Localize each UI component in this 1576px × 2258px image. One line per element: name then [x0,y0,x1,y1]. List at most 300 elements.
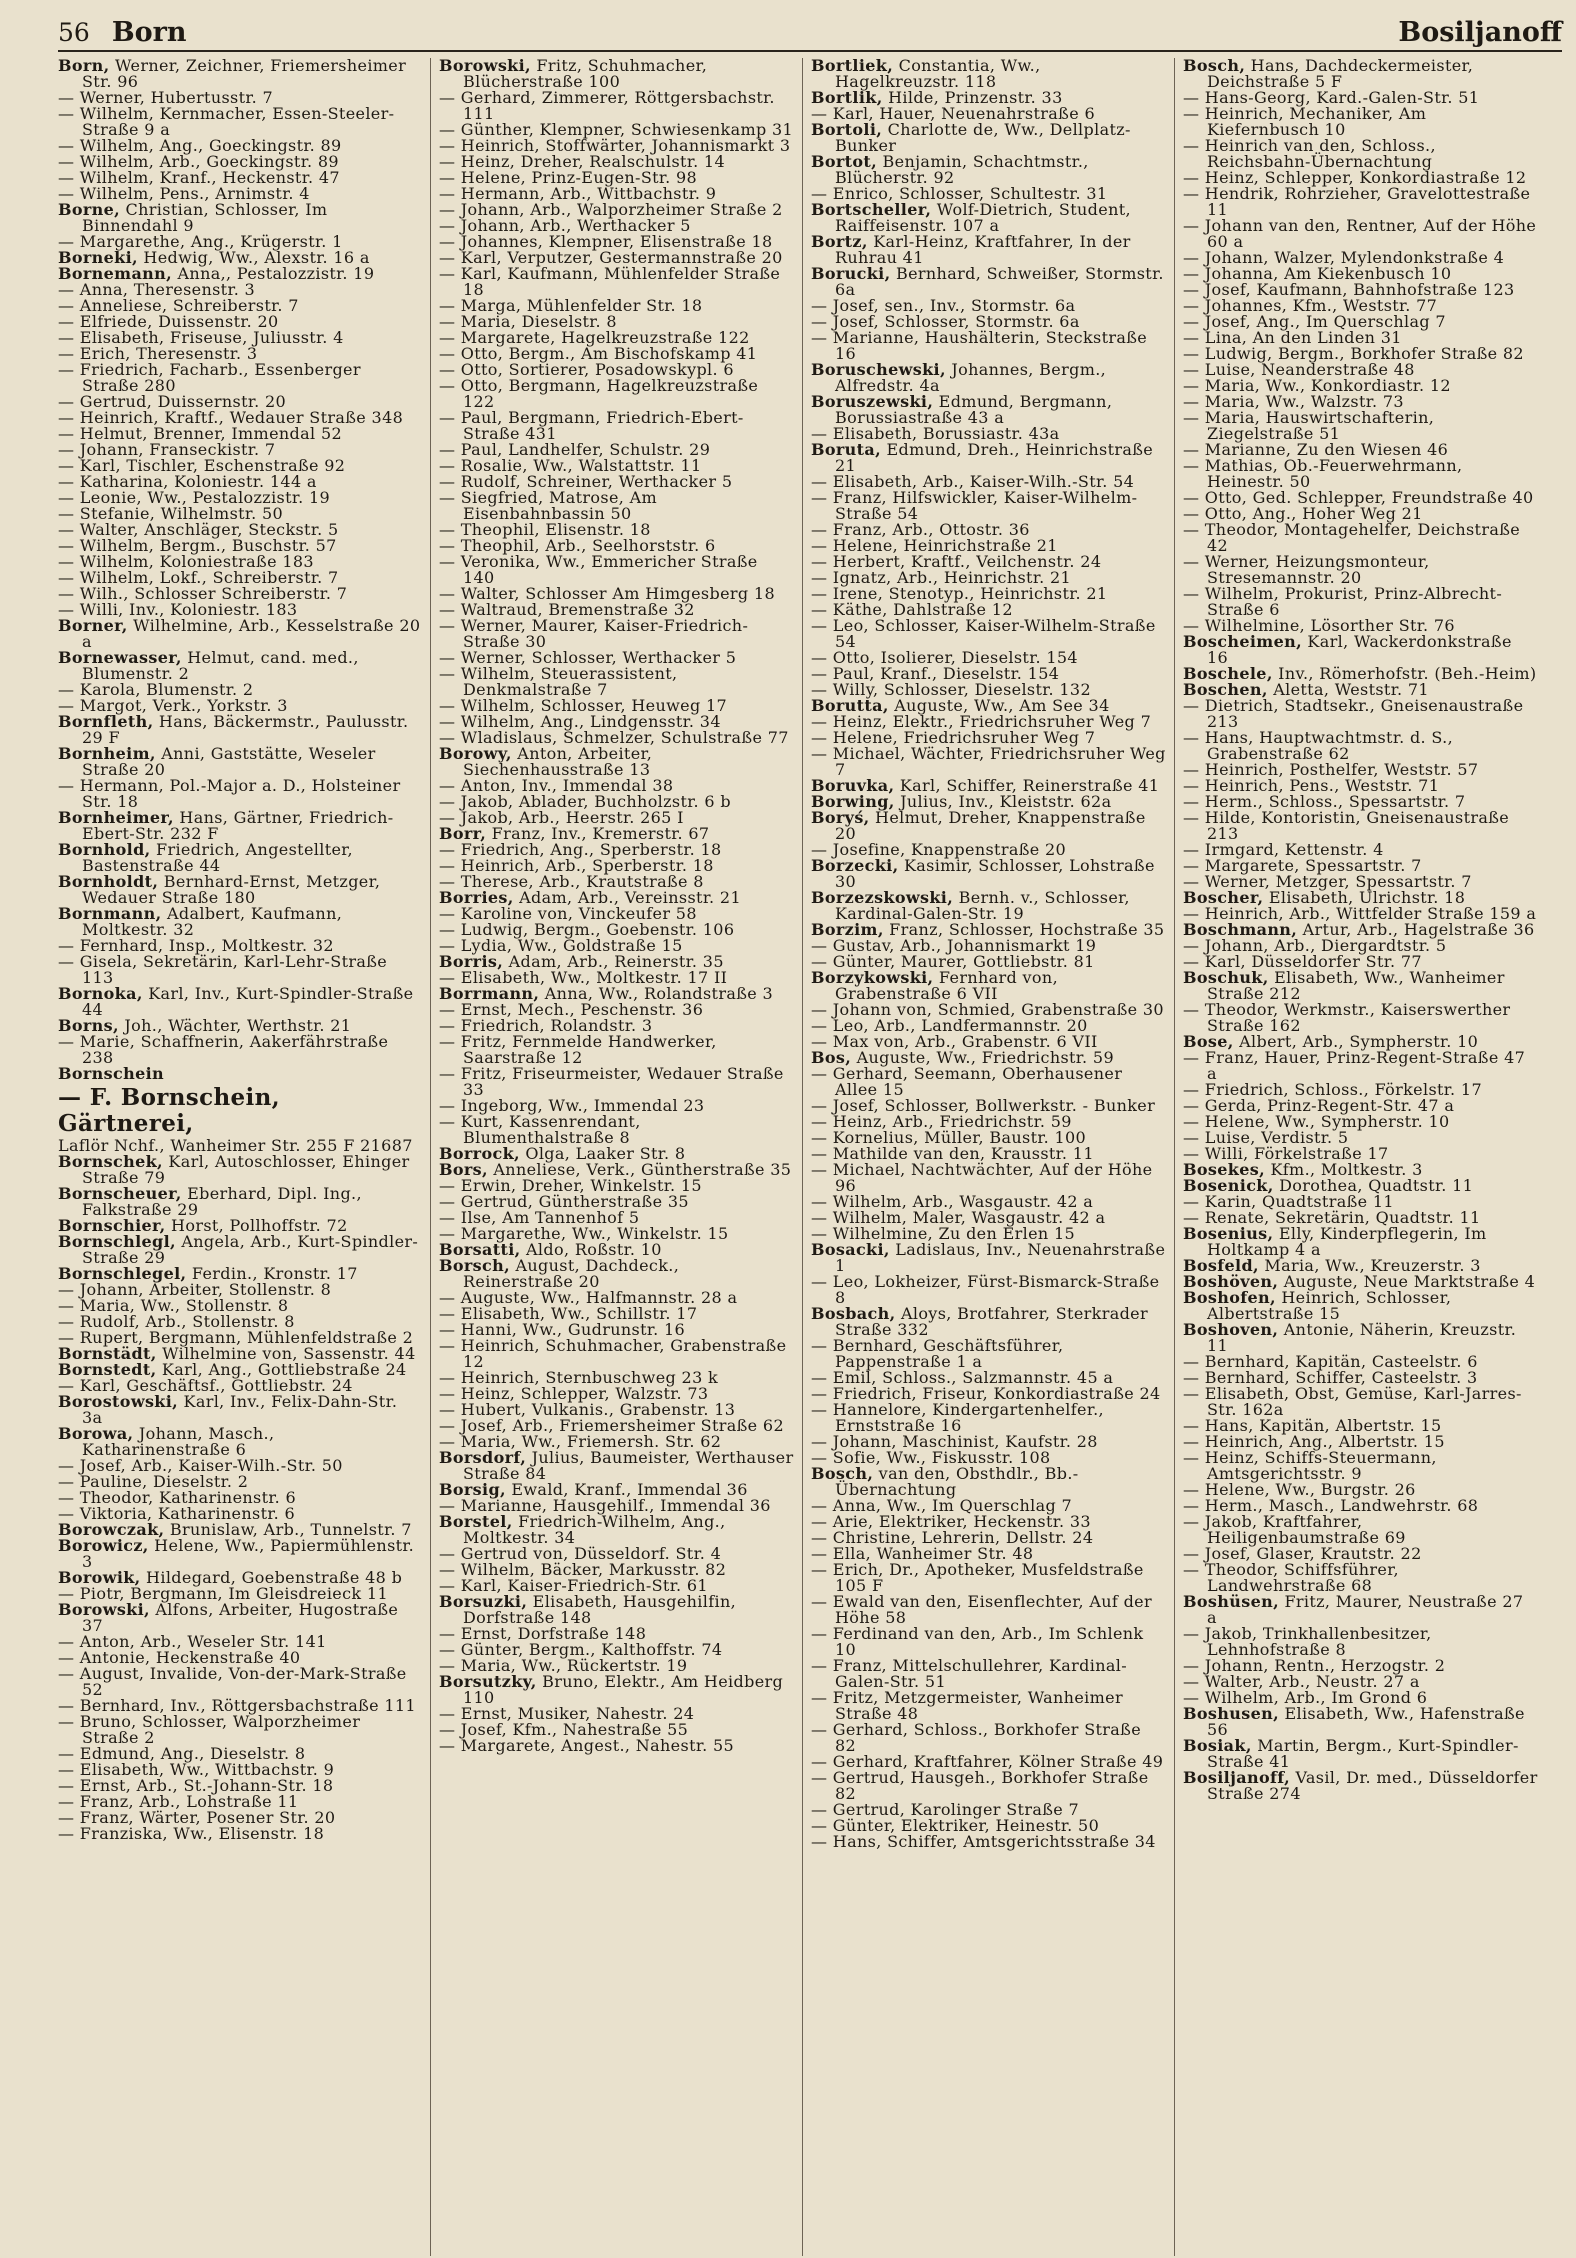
directory-entry: — Franz, Wärter, Posener Str. 20 [58,1808,336,1827]
directory-entry: Bornoka, Karl, Inv., Kurt-Spindler-Straße 44 [58,984,414,1019]
directory-entry: — Friedrich, Ang., Sperberstr. 18 [439,840,722,859]
directory-entry: Bornheimer, Hans, Gärtner, Friedrich-Ebert-Str. 232 F [58,808,394,843]
directory-entry: Borzim, Franz, Schlosser, Hochstraße 35 [811,920,1165,939]
directory-entry: Bornschier, Horst, Pollhoffstr. 72 [58,1216,348,1235]
directory-entry: — Theophil, Elisenstr. 18 [439,520,651,539]
directory-entry: Borsdorf, Julius, Baumeister, Werthauser Straße 84 [439,1448,794,1483]
directory-entry: — Friedrich, Friseur, Konkordiastraße 24 [811,1384,1161,1403]
directory-entry: — Karola, Blumenstr. 2 [58,680,254,699]
directory-entry: — Heinz, Schlepper, Konkordiastraße 12 [1183,168,1527,187]
directory-entry: — Herbert, Kraftf., Veilchenstr. 24 [811,552,1102,571]
directory-entry: — Bruno, Schlosser, Walporzheimer Straße 2 [58,1712,361,1747]
directory-entry: — Günther, Klempner, Schwiesenkamp 31 [439,120,794,139]
directory-entry: Boshofen, Heinrich, Schlosser, Albertstraße 15 [1183,1288,1452,1323]
directory-entry: Bortz, Karl-Heinz, Kraftfahrer, In der Ruhrau 41 [811,232,1131,267]
directory-entry: Bornmann, Adalbert, Kaufmann, Moltkestr. 32 [58,904,343,939]
directory-entry: — Maria, Ww., Rückertstr. 19 [439,1656,688,1675]
directory-entry: — Gerhard, Seemann, Oberhausener Allee 15 [811,1064,1123,1099]
directory-entry: — Rosalie, Ww., Walstattstr. 11 [439,456,702,475]
directory-entry: Boruschewski, Johannes, Bergm., Alfredstr. 4a [811,360,1107,395]
directory-entry: — Josef, Arb., Friemersheimer Straße 62 [439,1416,784,1435]
directory-entry: Borowik, Hildegard, Goebenstraße 48 b [58,1568,403,1587]
directory-entry: Bors, Anneliese, Verk., Güntherstraße 35 [439,1160,792,1179]
directory-entry: — Margarete, Hagelkreuzstraße 122 [439,328,750,347]
directory-entry: Borsch, August, Dachdeck., Reinerstraße 20 [439,1256,680,1291]
directory-entry: — Elisabeth, Ww., Wittbachstr. 9 [58,1760,335,1779]
directory-entry: — Elisabeth, Ww., Schillstr. 17 [439,1304,698,1323]
directory-entry: — Maria, Ww., Konkordiastr. 12 [1183,376,1451,395]
directory-entry: Borostowski, Karl, Inv., Felix-Dahn-Str. 3a [58,1392,398,1427]
directory-entry: — Johann van den, Rentner, Auf der Höhe 60 a [1183,216,1537,251]
directory-entry: — Josef, sen., Inv., Stormstr. 6a [811,296,1076,315]
directory-entry: Borns, Joh., Wächter, Werthstr. 21 [58,1016,352,1035]
directory-entry: — Edmund, Ang., Dieselstr. 8 [58,1744,306,1763]
directory-entry: Borowski, Fritz, Schuhmacher, Blücherstraße 100 [439,58,708,91]
directory-entry: — Wilhelmine, Zu den Erlen 15 [811,1224,1076,1243]
directory-entry: — Paul, Landhelfer, Schulstr. 29 [439,440,711,459]
directory-entry: — Karl, Düsseldorfer Str. 77 [1183,952,1422,971]
directory-entry: — Otto, Sortierer, Posadowskypl. 6 [439,360,734,379]
directory-entry: — Wilhelm, Bäcker, Markusstr. 82 [439,1560,727,1579]
directory-entry: — Josef, Glaser, Krautstr. 22 [1183,1544,1422,1563]
directory-entry: — Gertrud von, Düsseldorf. Str. 4 [439,1544,722,1563]
directory-entry: — Margarete, Spessartstr. 7 [1183,856,1422,875]
directory-entry: — Rupert, Bergmann, Mühlenfeldstraße 2 [58,1328,414,1347]
directory-entry: — Helene, Prinz-Eugen-Str. 98 [439,168,698,187]
directory-entry: — Therese, Arb., Krautstraße 8 [439,872,704,891]
directory-entry: — Hans, Schiffer, Amtsgerichtsstraße 34 [811,1832,1156,1851]
directory-entry: Borner, Wilhelmine, Arb., Kesselstraße 20 a [58,616,421,651]
directory-entry: Borzecki, Kasimir, Schlosser, Lohstraße 30 [811,856,1155,891]
directory-entry: — Werner, Schlosser, Werthacker 5 [439,648,737,667]
directory-entry: — Elisabeth, Arb., Kaiser-Wilh.-Str. 54 [811,472,1135,491]
directory-entry: — Arie, Elektriker, Heckenstr. 33 [811,1512,1091,1531]
directory-entry: — Ferdinand van den, Arb., Im Schlenk 10 [811,1624,1144,1659]
directory-entry: — Willi, Förkelstraße 17 [1183,1144,1389,1163]
directory-entry: — Leo, Arb., Landfermannstr. 20 [811,1016,1088,1035]
directory-entry: — Antonie, Heckenstraße 40 [58,1648,301,1667]
directory-entry: — Hans-Georg, Kard.-Galen-Str. 51 [1183,88,1480,107]
directory-entry: — Marga, Mühlenfelder Str. 18 [439,296,703,315]
directory-entry: — Werner, Metzger, Spessartstr. 7 [1183,872,1472,891]
directory-entry: Boshusen, Elisabeth, Ww., Hafenstraße 56 [1183,1704,1525,1739]
directory-entry: — Josefine, Knappenstraße 20 [811,840,1067,859]
directory-entry: — Friedrich, Rolandstr. 3 [439,1016,653,1035]
directory-entry: — Gerhard, Kraftfahrer, Kölner Straße 49 [811,1752,1164,1771]
directory-entry: — Johanna, Am Kiekenbusch 10 [1183,264,1452,283]
directory-entry: — Herm., Schloss., Spessartstr. 7 [1183,792,1466,811]
directory-entry: — Bernhard, Geschäftsführer, Pappenstraße 1 a [811,1336,1064,1371]
directory-entry: Bornemann, Anna,, Pestalozzistr. 19 [58,264,375,283]
directory-entry: Bosch, Hans, Dachdeckermeister, Deichstraße 5 F [1183,58,1474,91]
directory-entry: — Karoline von, Vinckeufer 58 [439,904,697,923]
directory-entry: — Maria, Ww., Stollenstr. 8 [58,1296,289,1315]
directory-entry: Boshüsen, Fritz, Maurer, Neustraße 27 a [1183,1592,1524,1627]
directory-entry: Borowy, Anton, Arbeiter, Siechenhausstraße 13 [439,744,653,779]
directory-entry: — Leo, Lokheizer, Fürst-Bismarck-Straße 8 [811,1272,1160,1307]
directory-entry: — Johann, Franseckistr. 7 [58,440,276,459]
directory-entry: — Karl, Geschäftsf., Gottliebstr. 24 [58,1376,353,1395]
directory-entry: Bornschein [58,1064,165,1083]
directory-entry: — Werner, Maurer, Kaiser-Friedrich-Straße 30 [439,616,749,651]
page-header [58,10,1562,52]
directory-entry: — Piotr, Bergmann, Im Gleisdreieck 11 [58,1584,388,1603]
directory-entry: — Siegfried, Matrose, Am Eisenbahnbassin 50 [439,488,658,523]
directory-entry: — Karl, Kaufmann, Mühlenfelder Straße 18 [439,264,781,299]
directory-entry: — Hermann, Pol.-Major a. D., Holsteiner Str. 18 [58,776,401,811]
directory-entry: — Maria, Dieselstr. 8 [439,312,617,331]
directory-entry: Borrmann, Anna, Ww., Rolandstraße 3 [439,984,774,1003]
directory-entry: Boruta, Edmund, Dreh., Heinrichstraße 21 [811,440,1154,475]
directory-entry: — Hanni, Ww., Gudrunstr. 16 [439,1320,686,1339]
directory-entry: — Wilhelm, Arb., Wasgaustr. 42 a [811,1192,1094,1211]
directory-entry: — Käthe, Dahlstraße 12 [811,600,1013,619]
directory-entry: Boshoven, Antonie, Näherin, Kreuzstr. 11 [1183,1320,1517,1355]
directory-entry: Bosekes, Kfm., Moltkestr. 3 [1183,1160,1423,1179]
directory-entry: — Viktoria, Katharinenstr. 6 [58,1504,296,1523]
directory-entry: Boschele, Inv., Römerhofstr. (Beh.-Heim) [1183,664,1537,683]
directory-entry: — Hans, Hauptwachtmstr. d. S., Grabenstraße 62 [1183,728,1454,763]
directory-entry: Bose, Albert, Arb., Sympherstr. 10 [1183,1032,1479,1051]
directory-entry: Borsatti, Aldo, Roßstr. 10 [439,1240,662,1259]
directory-entry: Boruszewski, Edmund, Bergmann, Borussiastraße 43 a [811,392,1113,427]
directory-entry: — Michael, Wächter, Friedrichsruher Weg 7 [811,744,1166,779]
directory-entry: — Franz, Arb., Lohstraße 11 [58,1792,299,1811]
directory-entry: — Ernst, Arb., St.-Johann-Str. 18 [58,1776,334,1795]
directory-entry: — Elisabeth, Friseuse, Juliusstr. 4 [58,328,344,347]
directory-entry: — Heinrich, Pens., Weststr. 71 [1183,776,1440,795]
directory-entry: — Ilse, Am Tannenhof 5 [439,1208,640,1227]
directory-entry: — Lydia, Ww., Goldstraße 15 [439,936,683,955]
directory-entry: — Helene, Friedrichsruher Weg 7 [811,728,1096,747]
directory-entry: — August, Invalide, Von-der-Mark-Straße 52 [58,1664,407,1699]
directory-entry: — Hilde, Kontoristin, Gneisenaustraße 213 [1183,808,1510,843]
directory-entry: — Heinrich, Stoffwärter, Johannismarkt 3 [439,136,791,155]
directory-entry: — Wilhelm, Kranf., Heckenstr. 47 [58,168,340,187]
directory-entry: — Ella, Wanheimer Str. 48 [811,1544,1034,1563]
directory-entry: — Leonie, Ww., Pestalozzistr. 19 [58,488,331,507]
directory-entry: — Josef, Arb., Kaiser-Wilh.-Str. 50 [58,1456,343,1475]
directory-entry: — Heinz, Dreher, Realschulstr. 14 [439,152,725,171]
directory-entry: — Theodor, Schiffsführer, Landwehrstraße 68 [1183,1560,1399,1595]
directory-entry: Bornewasser, Helmut, cand. med., Blumenstr. 2 [58,648,359,683]
directory-entry: — Katharina, Koloniestr. 144 a [58,472,317,491]
directory-entry: — Ewald van den, Eisenflechter, Auf der Höhe 58 [811,1592,1152,1627]
directory-entry: — Ludwig, Bergm., Borkhofer Straße 82 [1183,344,1524,363]
directory-entry: — Johann, Maschinist, Kaufstr. 28 [811,1432,1098,1451]
directory-entry: — Franz, Arb., Ottostr. 36 [811,520,1030,539]
directory-entry: — Renate, Sekretärin, Quadtstr. 11 [1183,1208,1481,1227]
directory-entry: — Theodor, Katharinenstr. 6 [58,1488,297,1507]
directory-entry: — Willi, Inv., Koloniestr. 183 [58,600,298,619]
directory-entry: — Walter, Arb., Neustr. 27 a [1183,1672,1420,1691]
directory-entry: — Max von, Arb., Grabenstr. 6 VII [811,1032,1098,1051]
directory-entry: — Helene, Heinrichstraße 21 [811,536,1058,555]
directory-entry: — Walter, Schlosser Am Himgesberg 18 [439,584,775,603]
directory-entry: — Hans, Kapitän, Albertstr. 15 [1183,1416,1442,1435]
directory-entry: — Ernst, Mech., Peschenstr. 36 [439,1000,704,1019]
directory-entry: — Heinrich, Schuhmacher, Grabenstraße 12 [439,1336,787,1371]
directory-entry: Borneki, Hedwig, Ww., Alexstr. 16 a [58,248,370,267]
directory-entry: — Hermann, Arb., Wittbachstr. 9 [439,184,717,203]
directory-entry: — Elisabeth, Ww., Moltkestr. 17 II [439,968,728,987]
directory-entry: Boschmann, Artur, Arb., Hagelstraße 36 [1183,920,1535,939]
directory-entry: — Gerhard, Schloss., Borkhofer Straße 82 [811,1720,1142,1755]
directory-entry: — Margarethe, Ang., Krügerstr. 1 [58,232,343,251]
directory-entry: — Margarete, Angest., Nahestr. 55 [439,1736,735,1755]
directory-entry: Borsuzki, Elisabeth, Hausgehilfin, Dorfstraße 148 [439,1592,737,1627]
directory-entry: — Fernhard, Insp., Moltkestr. 32 [58,936,334,955]
directory-entry: — Wilhelm, Schlosser, Heuweg 17 [439,696,728,715]
directory-entry: — Johann, Rentn., Herzogstr. 2 [1183,1656,1446,1675]
directory-entry: — Heinz, Elektr., Friedrichsruher Weg 7 [811,712,1152,731]
directory-entry: — Günter, Bergm., Kalthoffstr. 74 [439,1640,723,1659]
directory-entry: Borrock, Olga, Laaker Str. 8 [439,1144,686,1163]
directory-entry: — Wilhelm, Lokf., Schreiberstr. 7 [58,568,339,587]
directory-entry: — Pauline, Dieselstr. 2 [58,1472,249,1491]
directory-entry: — Johann, Walzer, Mylendonkstraße 4 [1183,248,1505,267]
directory-entry: — Marianne, Zu den Wiesen 46 [1183,440,1449,459]
directory-entry: Borris, Adam, Arb., Reinerstr. 35 [439,952,724,971]
directory-entry: — Günter, Maurer, Gottliebstr. 81 [811,952,1095,971]
directory-entry: — Theodor, Montagehelfer, Deichstraße 42 [1183,520,1521,555]
directory-entry: Borries, Adam, Arb., Vereinsstr. 21 [439,888,741,907]
directory-entry: — Johannes, Klempner, Elisenstraße 18 [439,232,773,251]
directory-entry: — Heinz, Arb., Friedrichstr. 59 [811,1112,1072,1131]
directory-entry: — Lina, An den Linden 31 [1183,328,1402,347]
directory-entry: Borutta, Auguste, Ww., Am See 34 [811,696,1110,715]
directory-entry: — Otto, Ang., Hoher Weg 21 [1183,504,1423,523]
directory-entry: — Johannes, Kfm., Weststr. 77 [1183,296,1438,315]
directory-entry: — Mathilde van den, Krausstr. 11 [811,1144,1094,1163]
column-3 [802,58,1174,2256]
directory-entry: Bortliek, Constantia, Ww., Hagelkreuzstr. 118 [811,58,1041,91]
directory-entry: Borowski, Alfons, Arbeiter, Hugostraße 37 [58,1600,399,1635]
directory-entry: Boscher, Elisabeth, Ulrichstr. 18 [1183,888,1466,907]
directory-entry: — Rudolf, Arb., Stollenstr. 8 [58,1312,295,1331]
directory-entry: — Sofie, Ww., Fiskusstr. 108 [811,1448,1051,1467]
directory-entry: — Wilhelm, Kernmacher, Essen-Steeler-Straße 9 a [58,104,395,139]
directory-columns [58,58,1562,2256]
directory-entry: — Luise, Neanderstraße 48 [1183,360,1415,379]
directory-entry: — Anton, Inv., Immendal 38 [439,776,674,795]
directory-entry: — Heinrich, Mechaniker, Am Kiefernbusch 10 [1183,104,1427,139]
directory-entry: — Margarethe, Ww., Winkelstr. 15 [439,1224,729,1243]
directory-entry: Bortlik, Hilde, Prinzenstr. 33 [811,88,1063,107]
directory-entry: — Marianne, Hausgehilf., Immendal 36 [439,1496,771,1515]
directory-entry: — Karin, Quadtstraße 11 [1183,1192,1394,1211]
directory-entry: — Otto, Bergm., Am Bischofskamp 41 [439,344,758,363]
directory-entry: — Theophil, Arb., Seelhorststr. 6 [439,536,716,555]
header-left [58,17,187,48]
directory-entry: — Gisela, Sekretärin, Karl-Lehr-Straße 113 [58,952,388,987]
directory-entry: — Wilhelm, Arb., Im Grond 6 [1183,1688,1428,1707]
directory-entry: — Walter, Anschläger, Steckstr. 5 [58,520,339,539]
directory-entry: — Elisabeth, Borussiastr. 43a [811,424,1060,443]
directory-entry: — Franz, Hilfswickler, Kaiser-Wilhelm-Straße 54 [811,488,1138,523]
directory-entry: Borsutzky, Bruno, Elektr., Am Heidberg 110 [439,1672,784,1707]
directory-entry: — Gustav, Arb., Johannismarkt 19 [811,936,1097,955]
directory-entry: — Herm., Masch., Landwehrstr. 68 [1183,1496,1479,1515]
directory-entry: Bornhold, Friedrich, Angestellter, Bastenstraße 44 [58,840,353,875]
directory-entry: — Hannelore, Kindergartenhelfer., Ernststraße 16 [811,1400,1104,1435]
column-2 [430,58,802,2256]
directory-entry: — Irene, Stenotyp., Heinrichstr. 21 [811,584,1108,603]
directory-entry: — Michael, Nachtwächter, Auf der Höhe 96 [811,1160,1153,1195]
directory-entry: — F. Bornschein, Gärtnerei, [58,1084,281,1137]
directory-entry: Bornstädt, Wilhelmine von, Sassenstr. 44 [58,1344,416,1363]
directory-entry: — Stefanie, Wilhelmstr. 50 [58,504,284,523]
directory-entry: Borowa, Johann, Masch., Katharinenstraße 6 [58,1424,275,1459]
directory-entry: — Paul, Bergmann, Friedrich-Ebert-Straße 431 [439,408,744,443]
page-number: 56 [58,18,90,47]
directory-entry: — Heinrich van den, Schloss., Reichsbahn-Übernachtung [1183,136,1436,171]
directory-entry: — Anneliese, Schreiberstr. 7 [58,296,299,315]
directory-entry: Boshöven, Auguste, Neue Marktstraße 4 [1183,1272,1536,1291]
directory-entry: Bosch, van den, Obsthdlr., Bb.-Übernachtung [811,1464,1079,1499]
directory-entry: — Günter, Elektriker, Heinestr. 50 [811,1816,1100,1835]
directory-entry: — Auguste, Ww., Halfmannstr. 28 a [439,1288,738,1307]
directory-entry: — Kurt, Kassenrendant, Blumenthalstraße 8 [439,1112,641,1147]
directory-entry: — Heinrich, Posthelfer, Weststr. 57 [1183,760,1479,779]
directory-entry: — Helene, Ww., Burgstr. 26 [1183,1480,1416,1499]
directory-entry: — Franz, Hauer, Prinz-Regent-Straße 47 a [1183,1048,1526,1083]
directory-entry: — Fritz, Metzgermeister, Wanheimer Straße 48 [811,1688,1123,1723]
column-1 [58,58,430,2256]
directory-entry: Bornheim, Anni, Gaststätte, Weseler Straße 20 [58,744,376,779]
directory-entry: — Fritz, Fernmelde Handwerker, Saarstraße 12 [439,1032,717,1067]
directory-entry: — Heinrich, Arb., Sperberstr. 18 [439,856,714,875]
directory-entry: — Gerhard, Zimmerer, Röttgersbachstr. 111 [439,88,775,123]
directory-entry: — Gertrud, Hausgeh., Borkhofer Straße 82 [811,1768,1149,1803]
directory-entry: — Ernst, Musiker, Nahestr. 24 [439,1704,695,1723]
directory-entry: — Franziska, Ww., Elisenstr. 18 [58,1824,325,1843]
directory-entry: — Werner, Hubertusstr. 7 [58,88,274,107]
directory-entry: — Ludwig, Bergm., Goebenstr. 106 [439,920,735,939]
directory-entry: — Wilhelm, Ang., Lindgensstr. 34 [439,712,721,731]
directory-entry: — Anna, Ww., Im Querschlag 7 [811,1496,1073,1515]
directory-entry: Borowczak, Brunislaw, Arb., Tunnelstr. 7 [58,1520,412,1539]
directory-entry: — Maria, Ww., Walzstr. 73 [1183,392,1404,411]
directory-entry: Born, Werner, Zeichner, Friemersheimer Str. 96 [58,58,407,91]
directory-entry: Bosenick, Dorothea, Quadtstr. 11 [1183,1176,1474,1195]
directory-entry: — Rudolf, Schreiner, Werthacker 5 [439,472,733,491]
directory-entry: Bornholdt, Bernhard-Ernst, Metzger, Wedauer Straße 180 [58,872,381,907]
directory-entry: Borzezskowski, Bernh. v., Schlosser, Kardinal-Galen-Str. 19 [811,888,1130,923]
directory-entry: — Wilhelm, Pens., Arnimstr. 4 [58,184,310,203]
directory-entry: — Wilhelm, Koloniestraße 183 [58,552,314,571]
directory-entry: Bosacki, Ladislaus, Inv., Neuenahrstraße 1 [811,1240,1166,1275]
directory-entry: — Ignatz, Arb., Heinrichstr. 21 [811,568,1072,587]
directory-entry: Bornfleth, Hans, Bäckermstr., Paulusstr. 29 F [58,712,409,747]
directory-entry: Laflör Nchf., Wanheimer Str. 255 F 21687 [58,1136,413,1155]
directory-entry: — Marianne, Haushälterin, Steckstraße 16 [811,328,1148,363]
directory-entry: Borsig, Ewald, Kranf., Immendal 36 [439,1480,748,1499]
directory-entry: Borwing, Julius, Inv., Kleiststr. 62a [811,792,1112,811]
directory-entry: — Bernhard, Kapitän, Casteelstr. 6 [1183,1352,1478,1371]
directory-entry: — Karl, Tischler, Eschenstraße 92 [58,456,346,475]
directory-entry: — Erich, Dr., Apotheker, Musfeldstraße 105 F [811,1560,1144,1595]
directory-entry: Borne, Christian, Schlosser, Im Binnendahl 9 [58,200,328,235]
directory-entry: — Jakob, Kraftfahrer, Heiligenbaumstraße 69 [1183,1512,1406,1547]
directory-entry: — Elfriede, Duissenstr. 20 [58,312,279,331]
directory-entry: — Jakob, Ablader, Buchholzstr. 6 b [439,792,731,811]
directory-entry: — Johann von, Schmied, Grabenstraße 30 [811,1000,1164,1019]
directory-entry: — Leo, Schlosser, Kaiser-Wilhelm-Straße 54 [811,616,1156,651]
directory-entry: — Ernst, Dorfstraße 148 [439,1624,647,1643]
directory-entry: — Johann, Arb., Werthacker 5 [439,216,691,235]
directory-entry: — Friedrich, Schloss., Förkelstr. 17 [1183,1080,1482,1099]
directory-entry: — Josef, Schlosser, Bollwerkstr. - Bunker [811,1096,1156,1115]
directory-entry: Borr, Franz, Inv., Kremerstr. 67 [439,824,710,843]
directory-entry: — Otto, Ged. Schlepper, Freundstraße 40 [1183,488,1534,507]
directory-entry: — Margot, Verk., Yorkstr. 3 [58,696,288,715]
directory-entry: — Maria, Ww., Friemersh. Str. 62 [439,1432,722,1451]
directory-entry: — Erwin, Dreher, Winkelstr. 15 [439,1176,702,1195]
directory-entry: Borucki, Bernhard, Schweißer, Stormstr. 6a [811,264,1164,299]
directory-entry: — Heinrich, Kraftf., Wedauer Straße 348 [58,408,404,427]
directory-entry: — Wilh., Schlosser Schreiberstr. 7 [58,584,348,603]
directory-entry: Bornschek, Karl, Autoschlosser, Ehinger Straße 79 [58,1152,410,1187]
directory-entry: — Maria, Hauswirtschafterin, Ziegelstraße 51 [1183,408,1435,443]
directory-entry: — Wladislaus, Schmelzer, Schulstraße 77 [439,728,789,747]
directory-entry: Bortscheller, Wolf-Dietrich, Student, Raiffeisenstr. 107 a [811,200,1131,235]
directory-entry: Boscheimen, Karl, Wackerdonkstraße 16 [1183,632,1512,667]
directory-entry: — Wilhelm, Ang., Goeckingstr. 89 [58,136,342,155]
directory-entry: Bosbach, Aloys, Brotfahrer, Sterkrader Straße 332 [811,1304,1148,1339]
directory-entry: — Karl, Hauer, Neuenahrstraße 6 [811,104,1095,123]
directory-entry: — Josef, Kaufmann, Bahnhofstraße 123 [1183,280,1515,299]
directory-entry: Boschuk, Elisabeth, Ww., Wanheimer Straße 212 [1183,968,1505,1003]
directory-entry: — Gertrud, Karolinger Straße 7 [811,1800,1080,1819]
directory-entry: — Hubert, Vulkanis., Grabenstr. 13 [439,1400,736,1419]
directory-entry: Bosenius, Elly, Kinderpflegerin, Im Holtkamp 4 a [1183,1224,1487,1259]
directory-entry: — Mathias, Ob.-Feuerwehrmann, Heinestr. 50 [1183,456,1463,491]
directory-entry: — Otto, Isolierer, Dieselstr. 154 [811,648,1078,667]
directory-entry: — Veronika, Ww., Emmericher Straße 140 [439,552,758,587]
directory-entry: — Heinz, Schlepper, Walzstr. 73 [439,1384,709,1403]
directory-entry: — Heinrich, Sternbuschweg 23 k [439,1368,719,1387]
directory-entry: Bornscheuer, Eberhard, Dipl. Ing., Falkstraße 29 [58,1184,362,1219]
directory-entry: — Paul, Kranf., Dieselstr. 154 [811,664,1060,683]
directory-entry: — Johann, Arb., Walporzheimer Straße 2 [439,200,783,219]
directory-entry: — Erich, Theresenstr. 3 [58,344,258,363]
directory-entry: — Otto, Bergmann, Hagelkreuzstraße 122 [439,376,759,411]
header-first-name: Born [111,17,187,48]
column-4 [1174,58,1546,2256]
directory-entry: — Willy, Schlosser, Dieselstr. 132 [811,680,1091,699]
directory-entry: — Jakob, Arb., Heerstr. 265 I [439,808,684,827]
directory-entry: — Anton, Arb., Weseler Str. 141 [58,1632,327,1651]
directory-entry: — Emil, Schloss., Salzmannstr. 45 a [811,1368,1114,1387]
directory-entry: — Enrico, Schlosser, Schultestr. 31 [811,184,1108,203]
directory-entry: — Wilhelm, Maler, Wasgaustr. 42 a [811,1208,1106,1227]
directory-entry: — Josef, Ang., Im Querschlag 7 [1183,312,1446,331]
directory-entry: — Theodor, Werkmstr., Kaiserswerther Straße 162 [1183,1000,1511,1035]
directory-entry: — Ingeborg, Ww., Immendal 23 [439,1096,705,1115]
directory-entry: — Heinrich, Arb., Wittfelder Straße 159 a [1183,904,1537,923]
directory-entry: — Friedrich, Facharb., Essenberger Straße 280 [58,360,361,395]
directory-entry: — Wilhelm, Arb., Goeckingstr. 89 [58,152,339,171]
directory-entry: — Jakob, Trinkhallenbesitzer, Lehnhofstraße 8 [1183,1624,1432,1659]
directory-entry: — Karl, Kaiser-Friedrich-Str. 61 [439,1576,708,1595]
directory-entry: — Werner, Heizungsmonteur, Stresemannstr. 20 [1183,552,1430,587]
directory-entry: — Gertrud, Duissernstr. 20 [58,392,287,411]
directory-entry: — Kornelius, Müller, Baustr. 100 [811,1128,1087,1147]
directory-entry: — Johann, Arbeiter, Stollenstr. 8 [58,1280,332,1299]
directory-entry: — Christine, Lehrerin, Dellstr. 24 [811,1528,1094,1547]
directory-entry: — Wilhelm, Prokurist, Prinz-Albrecht-Straße 6 [1183,584,1503,619]
